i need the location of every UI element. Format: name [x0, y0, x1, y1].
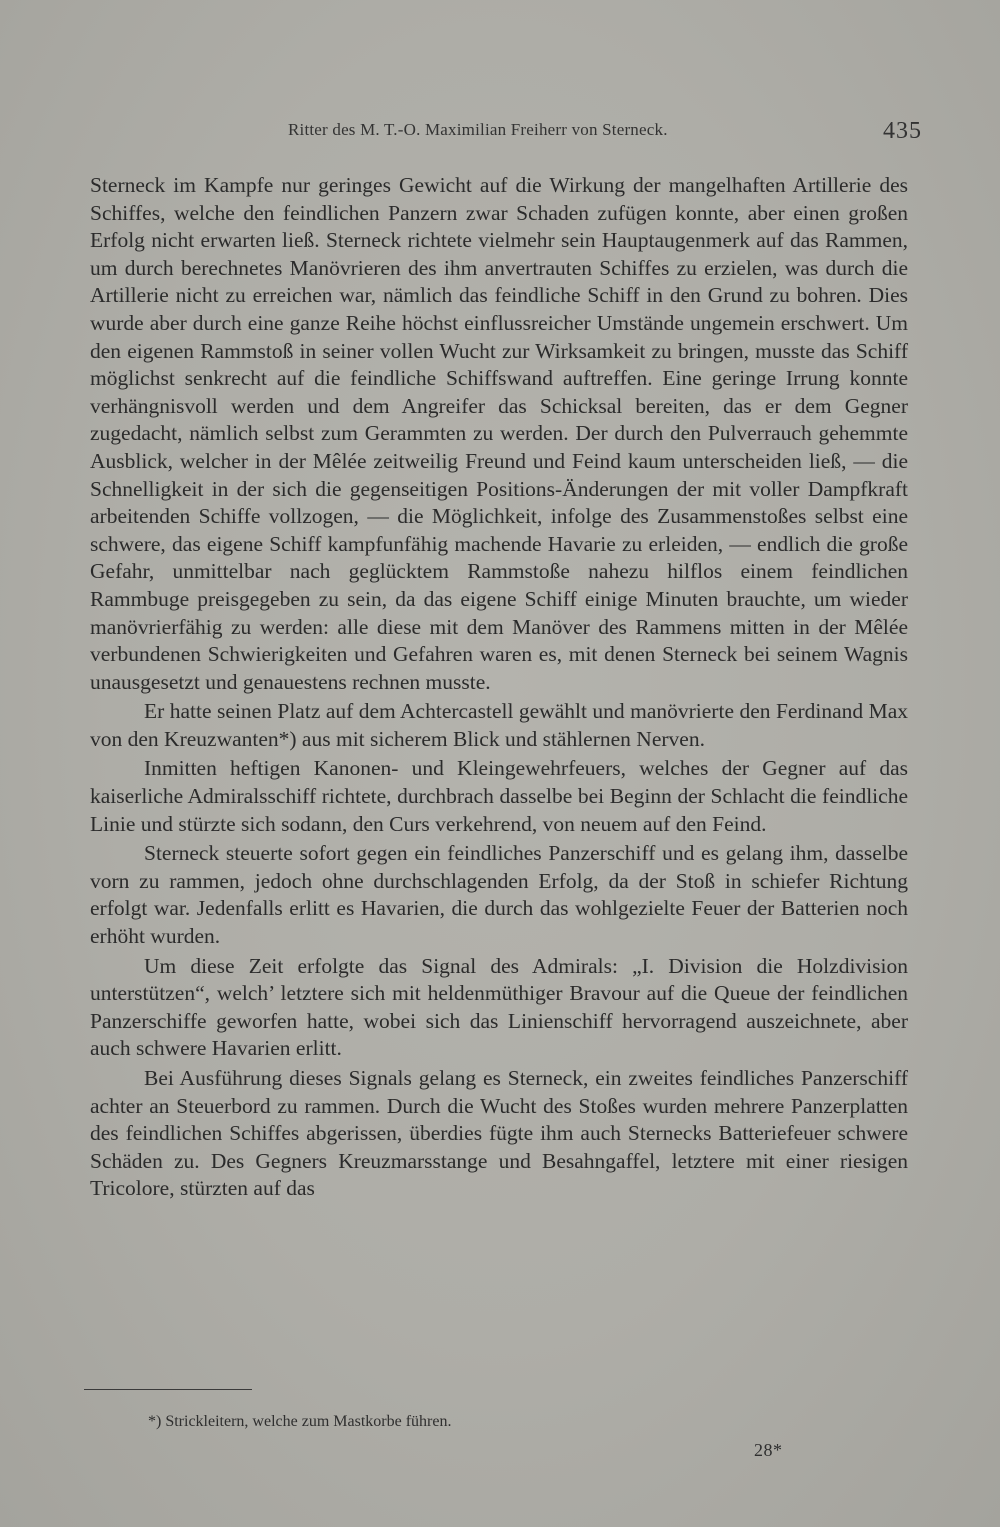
paragraph-3: Inmitten heftigen Kanonen- und Kleingewehrfeuers, welches der Gegner auf das kaiserliche Admiralsschiff richtete, durchbrach dasselbe bei Beginn der Schlacht die feindliche Linie und stürzte sich sodann, den Curs verkehrend, von neuem auf den Feind. — [90, 756, 908, 836]
footnote-rule — [84, 1389, 252, 1390]
paragraph-4: Sterneck steuerte sofort gegen ein feindliches Panzerschiff und es gelang ihm, dasselbe vorn zu rammen, jedoch ohne durchschlagenden Erfolg, da der Stoß in schiefer Richtung erfolgt war. Jedenfalls erlitt es Havarien, die durch das wohlgezielte Feuer der Batterien noch erhöht wurden. — [90, 841, 908, 949]
paragraph-5: Um diese Zeit erfolgte das Signal des Admirals: „I. Division die Holzdivision unterstützen“, welch’ letztere sich mit heldenmüthiger Bravour auf die Queue der feindlichen Panzerschiffe geworfen hatte, wobei sich das Linienschiff hervorragend auszeichnete, aber auch schwere Havarien erlitt. — [90, 953, 908, 1061]
running-head — [90, 118, 922, 148]
footnote: *) Strickleitern, welche zum Mastkorbe führen. — [148, 1413, 452, 1430]
paragraph-1: Sterneck im Kampfe nur geringes Gewicht auf die Wirkung der mangelhaften Artillerie des Schiffes, welche den feindlichen Panzern zwar Schaden zufügen konnte, aber einen großen Erfolg nicht erwarten ließ. Sterneck richtete vielmehr sein Hauptaugenmerk auf das Rammen, um durch berechnetes Manövrieren des ihm anvertrauten Schiffes zu erzielen, was durch die Artillerie nicht zu erreichen war, nämlich das feindliche Schiff in den Grund zu bohren. Dies wurde aber durch eine ganze Reihe höchst einflussreicher Umstände ungemein erschwert. Um den eigenen Rammstoß in seiner vollen Wucht zur Wirksamkeit zu bringen, musste das Schiff möglichst senkrecht auf die feindliche Schiffswand auftreffen. Eine geringe Irrung konnte verhängnisvoll werden und dem Angreifer das Schicksal bereiten, das er dem Gegner zugedacht, nämlich selbst zum Gerammten zu werden. Der durch den Pulverrauch gehemmte Ausblick, welcher in der Mêlée zeitweilig Freund und Feind kaum unterscheiden ließ, — die Schnelligkeit in der sich die gegenseitigen Positions-Änderungen der mit voller Dampfkraft arbeitenden Schiffe vollzogen, — die Möglichkeit, infolge des Zusammenstoßes selbst eine schwere, das eigene Schiff kampfunfähig machende Havarie zu erleiden, — endlich die große Gefahr, unmittelbar nach geglücktem Rammstoße nahezu hilflos einem feindlichen Rammbuge preisgegeben zu sein, da das eigene Schiff einige Minuten brauchte, um wieder manövrierfähig zu werden: alle diese mit dem Manöver des Rammens mitten in der Mêlée verbundenen Schwierigkeiten und Gefahren waren es, mit denen Sterneck bei seinem Wagnis unausgesetzt und genauestens rechnen musste. — [90, 173, 908, 694]
body-text — [90, 172, 908, 1205]
paragraph-6: Bei Ausführung dieses Signals gelang es Sterneck, ein zweites feindliches Panzerschiff achter an Steuerbord zu rammen. Durch die Wucht des Stoßes wurden mehrere Panzerplatten des feindlichen Schiffes abgerissen, überdies fügte ihm auch Sternecks Batteriefeuer schwere Schäden zu. Des Gegners Kreuzmarsstange und Besahngaffel, letztere mit einer riesigen Tricolore, stürzten auf das — [90, 1066, 908, 1201]
signature-mark: 28* — [754, 1440, 783, 1460]
paragraph-2: Er hatte seinen Platz auf dem Achtercastell gewählt und manövrierte den Ferdinand Max von den Kreuzwanten*) aus mit sicherem Blick und stählernen Nerven. — [90, 699, 908, 751]
page-number: 435 — [883, 118, 922, 144]
running-title: Ritter des M. T.-O. Maximilian Freiherr von Sterneck. — [288, 120, 668, 139]
